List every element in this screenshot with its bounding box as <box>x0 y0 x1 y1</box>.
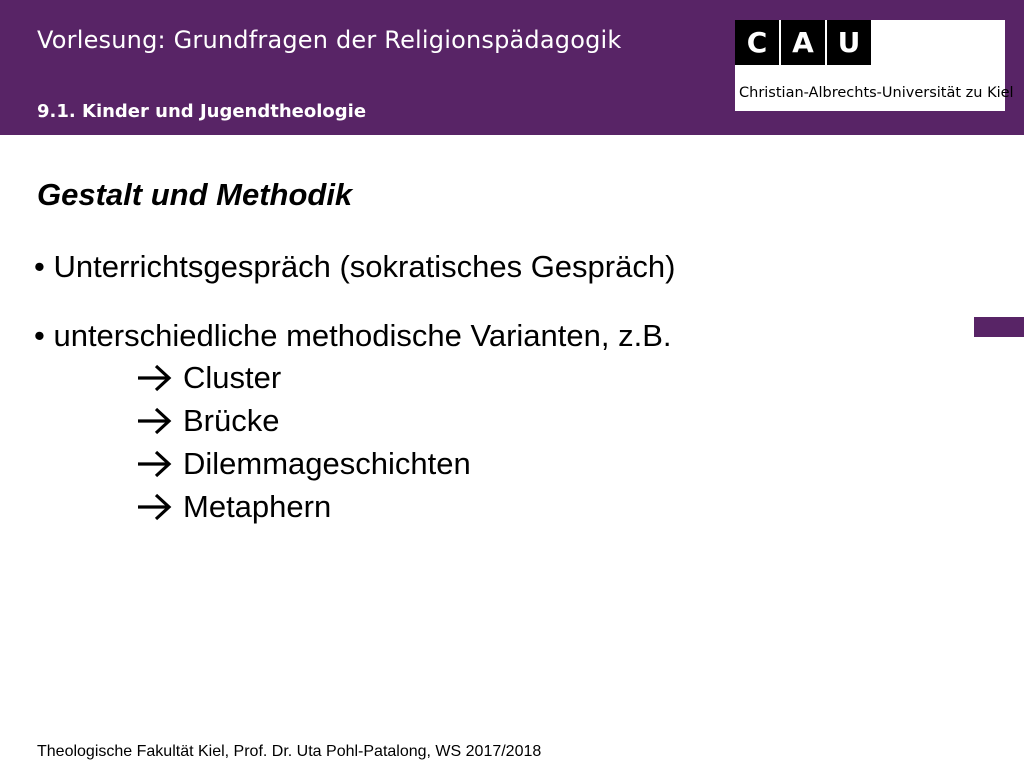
sub-list-item <box>135 403 279 439</box>
sub-item-label: Cluster <box>183 360 282 395</box>
bullet-item: • unterschiedliche methodische Varianten, z.B. <box>34 318 672 353</box>
arrow-right-icon <box>135 404 175 438</box>
sub-list-item <box>135 489 331 525</box>
section-subtitle: 9.1. Kinder und Jugendtheologie <box>37 101 367 122</box>
bullet-item: • Unterrichtsgespräch (sokratisches Gespräch) <box>34 249 676 284</box>
arrow-right-icon <box>135 447 175 481</box>
sub-list-item <box>135 360 281 396</box>
university-name: Christian-Albrechts-Universität zu Kiel <box>739 85 1014 101</box>
sub-list-item <box>135 446 471 482</box>
arrow-right-icon <box>135 490 175 524</box>
header-bar <box>0 0 1024 135</box>
slide-heading: Gestalt und Methodik <box>37 177 353 212</box>
logo-letter-a: A <box>781 20 825 65</box>
sub-item-label: Dilemmageschichten <box>183 446 471 481</box>
university-logo <box>735 20 1014 111</box>
arrow-right-icon <box>135 361 175 395</box>
side-marker <box>974 317 1024 337</box>
logo-letter-u: U <box>827 20 871 65</box>
logo-letters <box>735 20 871 65</box>
footer-credit: Theologische Fakultät Kiel, Prof. Dr. Uta Pohl-Patalong, WS 2017/2018 <box>37 743 542 760</box>
logo-letter-c: C <box>735 20 779 65</box>
sub-item-label: Brücke <box>183 403 280 438</box>
lecture-title: Vorlesung: Grundfragen der Religionspädagogik <box>37 26 622 54</box>
sub-item-label: Metaphern <box>183 489 332 524</box>
